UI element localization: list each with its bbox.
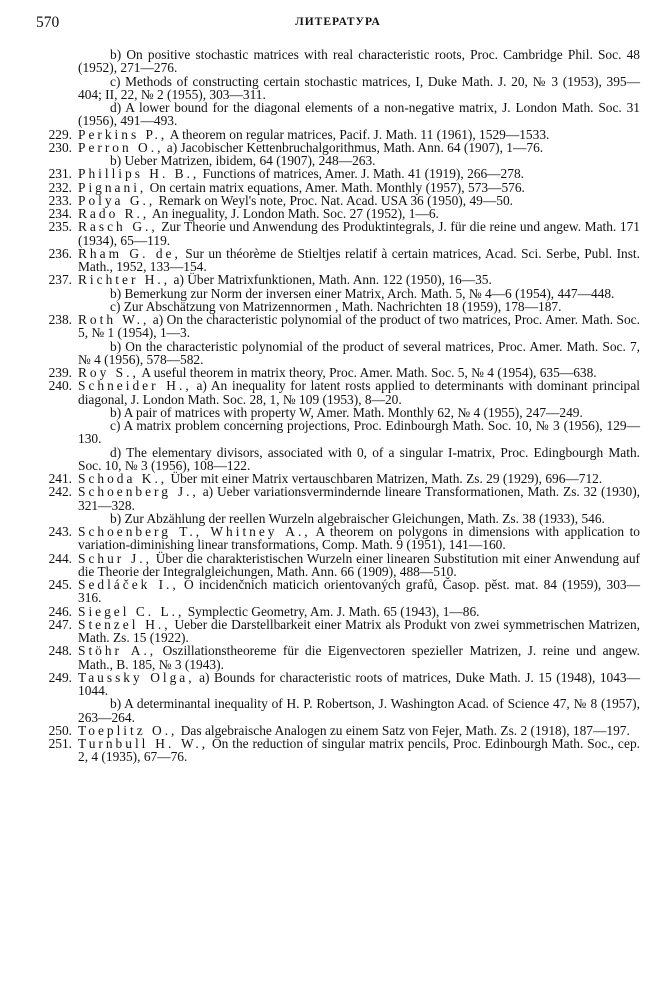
reference-entry [36,128,640,141]
reference-author: Schoenberg T., Whitney A., [78,524,311,539]
reference-entry [36,141,640,154]
reference-author: Rado R., [78,206,150,221]
reference-author: Siegel C. L., [78,603,185,619]
reference-author: Schoda K., [78,471,168,486]
reference-number: 246. [48,603,72,619]
reference-text: b) On the characteristic polynomial of the product of several matrices, Proc. Amer. Math. Soc. 7, № 4 (1956), 578—582. [78,338,640,367]
reference-text: A theorem on regular matrices, Pacif. J. Math. 11 (1961), 1529—1533. [169,126,550,142]
reference-text: c) A matrix problem concerning projections, Proc. Edinbourgh Math. Soc. 10, № 3 (1956), 129—130. [78,418,640,447]
page [36,14,640,764]
reference-entry [36,181,640,194]
reference-entry [36,247,640,274]
reference-author: Schur J., [78,550,152,566]
reference-subentry [36,300,640,313]
reference-number: 234. [48,206,72,221]
reference-number: 230. [48,139,72,155]
reference-text: A theorem on polygons in dimensions with application to variation-diminishing linear transformations, Comp. Math. 9 (1951), 141—160. [78,524,640,553]
reference-number: 233. [48,192,72,208]
reference-text: b) A determinantal inequality of H. P. Robertson, J. Washington Acad. of Science 47, № 8 (1957), 263—264. [78,696,640,725]
reference-text: b) On positive stochastic matrices with real characteristic roots, Proc. Cambridge Phil. Soc. 48 (1952), 271—276. [78,47,640,76]
reference-text: b) A pair of matrices with property W, Amer. Math. Monthly 62, № 4 (1955), 247—249. [110,404,583,420]
reference-text: a) On the characteristic polynomial of the product of two matrices, Proc. Amer. Math. Soc. 5, № 1 (1954), 1—3. [78,312,640,341]
reference-text: a) Ueber variationsvermindernde lineare Transformationen, Math. Zs. 32 (1930), 321—328. [78,484,640,513]
reference-text: b) Bemerkung zur Norm der inversen einer Matrix, Arch. Math. 5, № 4—6 (1954), 447—448. [110,285,615,301]
reference-author: Richter H., [78,272,171,288]
reference-text: Über die charakteristischen Wurzeln einer linearen Substitution mit einer Anwendung auf die Theorie der Integralgleichungen, Math. Ann. 66 (1909), 488—510. [78,550,640,579]
reference-body [78,366,640,379]
reference-entry [36,737,640,764]
reference-author: Turnbull H. W., [78,736,209,751]
reference-text: d) The elementary divisors, associated with 0, of a singular I-matrix, Proc. Edingbourgh Math. Soc. 10, № 3 (1956), 108—122. [78,444,640,473]
reference-body [78,181,640,194]
reference-subentry [36,48,640,75]
reference-entry [36,485,640,512]
reference-subentry [36,340,640,367]
reference-body [78,485,640,512]
reference-entry [36,644,640,671]
reference-number: 229. [48,126,72,142]
reference-number: 245. [48,577,72,592]
reference-text: Oszillationstheoreme für die Eigenvectoren spezieller Matrizen, J. reine und angew. Math., B. 185, № 3 (1943). [78,643,640,672]
reference-entry [36,313,640,340]
reference-entry [36,220,640,247]
reference-text: a) Jacobischer Kettenbruchalgorithmus, Math. Ann. 64 (1907), 1—76. [166,139,544,155]
reference-body [78,313,640,340]
reference-body [78,644,640,671]
reference-number: 247. [48,616,72,632]
reference-entry [36,724,640,737]
reference-number: 241. [48,471,72,486]
reference-entry [36,472,640,485]
reference-number: 251. [48,736,72,751]
reference-body [78,525,640,552]
reference-body [78,578,640,605]
reference-number: 236. [48,245,72,261]
reference-body [78,207,640,220]
reference-author: Phillips H. B., [78,166,200,182]
reference-body [78,194,640,207]
reference-entry [36,578,640,605]
reference-number: 237. [48,272,72,288]
reference-subentry [36,75,640,102]
reference-subentry [36,406,640,419]
reference-author: Taussky Olga, [78,669,195,685]
reference-text: Über mit einer Matrix vertauschbaren Matrizen, Math. Zs. 29 (1929), 696—712. [170,471,603,486]
reference-body [78,618,640,645]
reference-text: Remark on Weyl's note, Proc. Nat. Acad. USA 36 (1950), 49—50. [158,192,513,208]
reference-author: Toeplitz O., [78,722,178,738]
reference-author: Stöhr A., [78,643,157,659]
reference-number: 250. [48,722,72,738]
reference-number: 249. [48,669,72,685]
reference-text: O incidenčnich maticich orientovaných grafů, Časop. pěst. mat. 84 (1959), 303—316. [78,577,640,606]
reference-body [78,167,640,180]
reference-number: 231. [48,166,72,182]
reference-text: Ueber die Darstellbarkeit einer Matrix als Produkt von zwei symmetrischen Matrizen, Math. Zs. 15 (1922). [78,616,640,645]
reference-entry [36,366,640,379]
reference-text: A useful theorem in matrix theory, Proc. Amer. Math. Soc. 5, № 4 (1954), 635—638. [141,365,597,380]
reference-body [78,141,640,154]
reference-subentry [36,101,640,128]
reference-subentry [36,154,640,167]
reference-text: b) Ueber Matrizen, ibidem, 64 (1907), 248—263. [110,153,376,168]
reference-author: Schneider H., [78,378,192,394]
reference-number: 240. [48,378,72,394]
reference-number: 248. [48,643,72,659]
reference-author: Polya G., [78,192,156,208]
reference-author: Roth W., [78,312,150,327]
reference-number: 239. [48,365,72,380]
reference-author: Sedláček I., [78,577,179,592]
reference-author: Stenzel H., [78,616,171,632]
reference-body [78,273,640,286]
reference-text: d) A lower bound for the diagonal elements of a non-negative matrix, J. London Math. Soc. 31 (1956), 491—493. [78,100,640,129]
reference-text: Symplectic Geometry, Am. J. Math. 65 (1943), 1—86. [187,603,480,619]
reference-entry [36,552,640,579]
reference-entry [36,194,640,207]
reference-text: c) Methods of constructing certain stochastic matrices, I, Duke Math. J. 20, № 3 (1953), 395—404; II, 22, № 2 (1955), 303—311. [78,73,640,102]
reference-entry [36,525,640,552]
reference-text: Das algebraische Analogen zu einem Satz von Fejer, Math. Zs. 2 (1918), 187—197. [180,722,630,738]
reference-text: a) Über Matrixfunktionen, Math. Ann. 122 (1950), 16—35. [173,272,492,288]
reference-author: Schoenberg J., [78,484,199,500]
reference-entry [36,605,640,618]
reference-number: 243. [48,524,72,539]
reference-text: Zur Theorie und Anwendung des Produktintegrals, J. für die reine und angew. Math. 171 (1934), 65—119. [78,219,640,248]
reference-author: Rham G. de, [78,245,181,261]
reference-subentry [36,446,640,473]
reference-body [78,220,640,247]
reference-text: a) Bounds for characteristic roots of matrices, Duke Math. J. 15 (1948), 1043—1044. [78,669,640,698]
reference-body [78,128,640,141]
reference-entry [36,207,640,220]
reference-body [78,724,640,737]
running-title: ЛИТЕРАТУРА [295,16,381,28]
reference-entry [36,379,640,406]
page-header [36,14,640,36]
reference-list [36,48,640,764]
reference-subentry [36,419,640,446]
reference-body [78,552,640,579]
reference-text: On the reduction of singular matrix pencils, Proc. Edinbourgh Math. Soc., сер. 2, 4 (1935), 67—76. [78,736,640,765]
reference-text: b) Zur Abzählung der reellen Wurzeln algebraischer Gleichungen, Math. Zs. 38 (1933), 546. [110,510,605,526]
reference-subentry [36,512,640,525]
reference-body [78,472,640,485]
reference-entry [36,671,640,698]
reference-number: 232. [48,179,72,195]
reference-subentry [36,697,640,724]
reference-author: Perkins P., [78,126,168,142]
reference-body [78,247,640,274]
reference-author: Perron O., [78,139,164,155]
reference-entry [36,273,640,286]
reference-number: 244. [48,550,72,566]
reference-number: 235. [48,219,72,235]
reference-entry [36,167,640,180]
reference-body [78,671,640,698]
reference-body [78,379,640,406]
reference-subentry [36,287,640,300]
reference-body [78,605,640,618]
reference-author: Rasch G., [78,219,158,235]
page-number: 570 [36,14,60,31]
reference-text: c) Zur Abschätzung von Matrizennormen , Math. Nachrichten 18 (1959), 178—187. [110,298,562,314]
reference-text: On certain matrix equations, Amer. Math. Monthly (1957), 573—576. [149,179,525,195]
reference-text: Functions of matrices, Amer. J. Math. 41 (1919), 266—278. [202,166,524,182]
reference-author: Roy S., [78,365,139,380]
reference-number: 238. [48,312,72,327]
reference-text: Sur un théorème de Stieltjes relatif à certain matrices, Acad. Sci. Serbe, Publ. Inst. Math., 1952, 133—154. [78,245,640,274]
reference-text: a) An inequality for latent rosts applied to determinants with dominant principal diagonal, J. London Math. Soc. 28, 1, № 109 (1953), 8—20. [78,378,640,407]
reference-entry [36,618,640,645]
reference-body [78,737,640,764]
reference-author: Pignani, [78,179,147,195]
reference-number: 242. [48,484,72,500]
reference-text: An ineguality, J. London Math. Soc. 27 (1952), 1—6. [151,206,439,221]
